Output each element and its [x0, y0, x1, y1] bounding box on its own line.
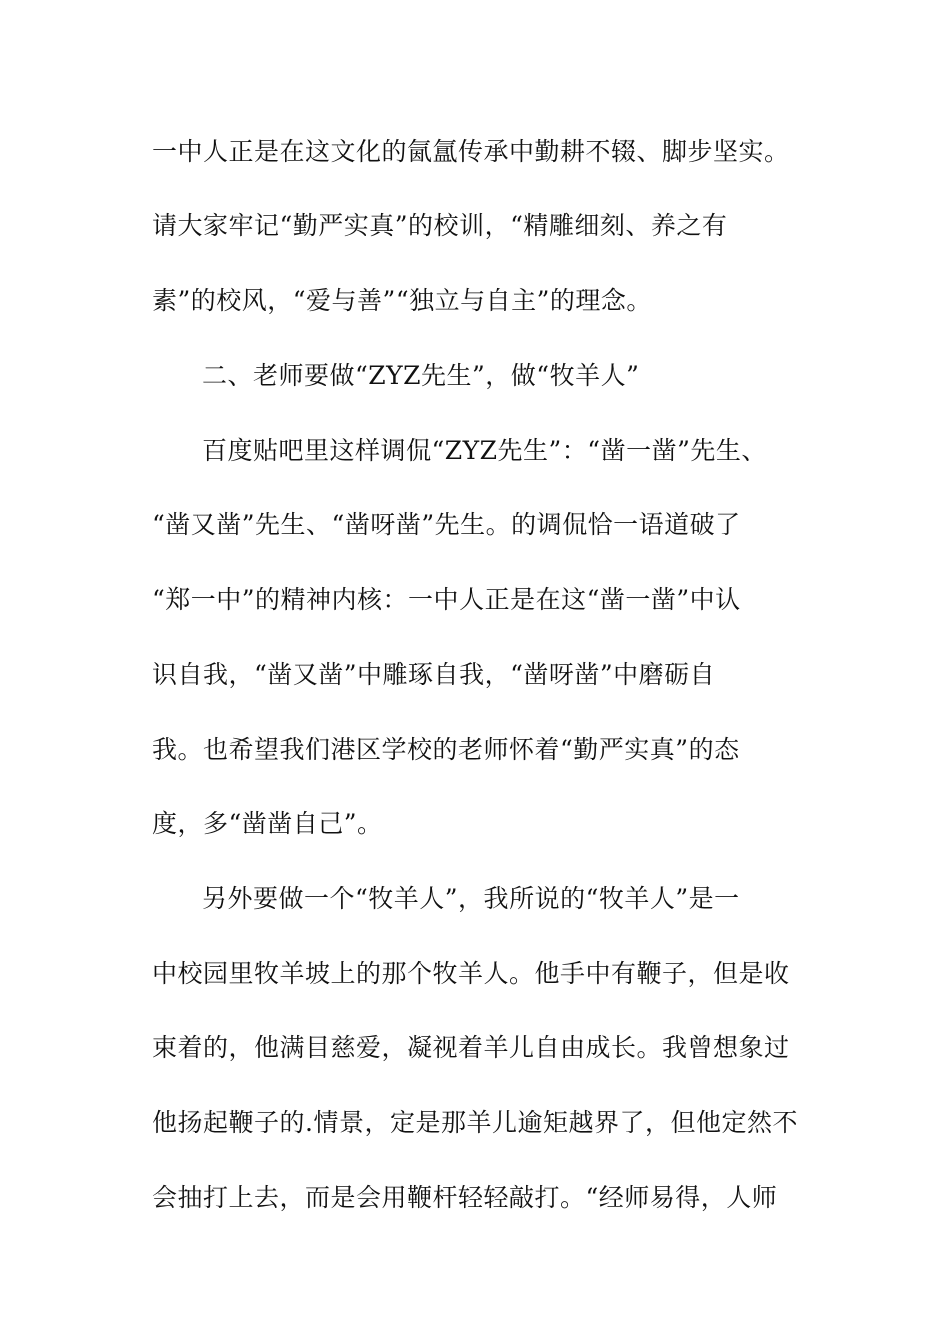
text-line: 他扬起鞭子的.情景，定是那羊儿逾矩越界了，但他定然不	[152, 1108, 798, 1137]
text-line: 会抽打上去，而是会用鞭杆轻轻敲打。“经师易得，人师	[152, 1183, 778, 1212]
text-line: 请大家牢记“勤严实真”的校训，“精雕细刻、养之有	[152, 211, 728, 240]
text-line: “郑一中”的精神内核：一中人正是在这“凿一凿”中认	[152, 585, 741, 614]
text-line: 度，多“凿凿自己”。	[152, 809, 383, 838]
text-line: 我。也希望我们港区学校的老师怀着“勤严实真”的态	[152, 735, 740, 764]
text-line: 束着的，他满目慈爱，凝视着羊儿自由成长。我曾想象过	[152, 1033, 790, 1062]
section-heading: 二、老师要做“ZYZ先生”，做“牧羊人”	[202, 361, 640, 390]
text-line: 识自我，“凿又凿”中雕琢自我，“凿呀凿”中磨砺自	[152, 660, 716, 689]
text-line: 一中人正是在这文化的氤氲传承中勤耕不辍、脚步坚实。	[152, 137, 790, 166]
text-line: 另外要做一个“牧羊人”，我所说的“牧羊人”是一	[202, 884, 740, 913]
text-line: 素”的校风，“爱与善”“独立与自主”的理念。	[152, 286, 652, 315]
text-line: “凿又凿”先生、“凿呀凿”先生。的调侃恰一语道破了	[152, 510, 741, 539]
text-line: 中校园里牧羊坡上的那个牧羊人。他手中有鞭子，但是收	[152, 959, 790, 988]
text-line: 百度贴吧里这样调侃“ZYZ先生”：“凿一凿”先生、	[202, 436, 767, 465]
